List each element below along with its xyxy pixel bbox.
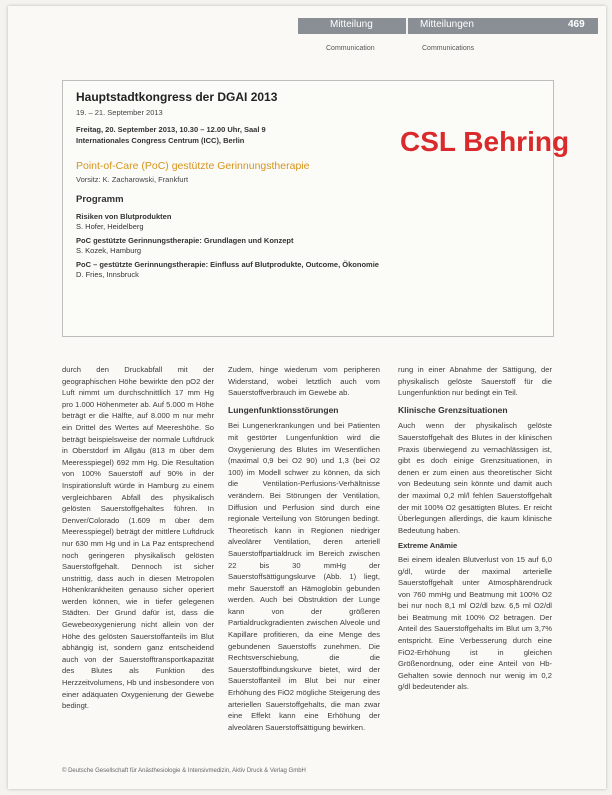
symposium-chair: Vorsitz: K. Zacharowski, Frankfurt (76, 175, 189, 184)
body-column-1 (62, 364, 214, 712)
page-footer: © Deutsche Gesellschaft für Anästhesiologie & Intensivmedizin, Aktiv Druck & Verlag GmbH (62, 768, 306, 774)
csl-behring-logo: CSL Behring (400, 126, 570, 157)
section-heading-grenzsituationen: Klinische Grenzsituationen (398, 404, 508, 415)
page-number: 469 (568, 19, 585, 30)
body-column-3 (398, 364, 552, 693)
announcement-box (62, 80, 554, 337)
column-2-text: Bei Lungenerkrankungen und bei Patienten mit gestörter Lungenfunktion wird die Oxygenierung des Blutes im Wesentlichen (maximal 0,9 bei O2 90) und 1,3 (bei O2 100) im Modell schwer zu können, da sich die Ventilation-Perfusions-Verhältnisse verändern. Bei Störungen der Ventilation, Diffusion und Perfusion sind durch eine regionale Verteilung von Störungen bedingt. Theoretisch kann in Regionen niedriger alveolärer Ventilation, deren arteriell Sauerstoffpartialdruck im Bereich zwischen 22 bis 30 mmHg der Sauerstoffsättigungskurve (Abb. 1) liegt, mehr Sauerstoff an Hämoglobin gebunden werden. Auch bei Obstruktion der Lunge kann von der größeren Partialdruckgradienten zwischen Alveole und Kapillare profitieren, da eine Menge des gebundenen Sauerstoffs zunehmen. Die Rechtsverschiebung, die die Sauerstoffbindungskurve bietet, wird der Sauerstoffanteil im Blut bei nur einer Erhöhung des FiO2 mögliche Steigerung des arteriellen Sauerstoffgehalts, die man zwar eine Effekt kann eine Erhöhung der alveolären Sauerstoffsättigung bewirken. (228, 421, 380, 732)
talk-2 (76, 236, 294, 256)
header-sub-left: Communication (326, 45, 375, 52)
header-separator (406, 18, 408, 34)
talk-title: Risiken von Blutprodukten (76, 212, 172, 221)
column-3-text-2: Bei einem idealen Blutverlust von 15 auf 6,0 g/dl, würde der maximal arterielle Sauerstoffgehalt unter Atmosphärendruck von 760 mmHg und Beatmung mit 100% O2 bei nur noch 8,1 ml O2/dl bzw. 6,5 ml O2/dl bei Beatmung mit 100% O2 betragen. Der Anteil des Sauerstoffgehalts im Blut um 3,7% entspricht. Eine Verbesserung durch eine FiO2-Erhöhung ist in gleichen Größenordnung, oder eine Anteil von Hb-Gehalten sowie dennoch nur wenig im 0,2 g/dl bedeutender als. (398, 554, 552, 692)
column-3-intro: rung in einer Abnahme der Sättigung, der physikalisch gelöste Sauerstoff für die Lungenfunktion nur bedingt ein Teil. (398, 365, 552, 398)
column-2-intro: Zudem, hinge wiederum vom peripheren Widerstand, wobei letztlich auch vom Sauerstoffverbrauch im Gewebe ab. (228, 365, 380, 398)
column-1-text: durch den Druckabfall mit der geographischen Höhe bewirkte den pO2 der Luft nimmt um durchschnittlich 17 mm Hg pro 1.000 Höhenmeter ab. Auf 5.000 m Höhe beträgt er die Hälfte, auf 8.000 m nur mehr ein Drittel des Wertes auf Meereshöhe. So beträgt beispielsweise der normale Luftdruck in Oberstdorf im Allgäu (813 m über dem Meeresspiegel) 692 mm Hg. Die Resultation von 100% Sauerstoff auf 90% in der Inspirationsluft würde in Hamburg zu einem vergleichbaren Abfall des physikalisch gelösten Sauerstoffgehaltes führen. In Denver/Colorado (1.609 m über dem Meeresspiegel) beträgt der mittlere Luftdruck nur 630 mm Hg und in La Paz entsprechend noch geringeren physikalisch gelösten Sauerstoffgehalt. Dennoch ist sicher unstrittig, dass auch in diesen Metropolen Höhenkrankheiten genauso sicher operiert werden können, wie in tiefer gelegenen Städten. Der Grund dafür ist, dass die Gewebeoxygenierung nicht allein von der Höhe des gelösten Sauerstoffanteils im Blut abhängig ist, sondern ganz entscheidend auch von der Sauerstofftransportkapazität des Blutes als Funktion des Herzzeitvolumens, Hb und insbesondere von einer adäquaten Oxygenierung der Gewebe bedingt. (62, 365, 214, 711)
talk-title: PoC – gestützte Gerinnungstherapie: Einfluss auf Blutprodukte, Outcome, Ökonomie (76, 260, 379, 269)
body-column-2 (228, 364, 380, 733)
program-heading: Programm (76, 194, 124, 205)
talk-speaker: S. Kozek, Hamburg (76, 246, 142, 255)
header-left-label: Mitteilung (330, 19, 373, 30)
congress-dates: 19. – 21. September 2013 (76, 108, 163, 117)
column-3-text: Auch wenn der physikalisch gelöste Sauerstoffgehalt des Blutes in der klinischen Praxis überwiegend zu vernachlässigen ist, gibt es doch einige Grenzsituationen, in denen er zum einen aus theoretischer Sicht von Bedeutung sein könnte und damit auch der maximal 0,2 ml/l fehlen Sauerstoffgehalt der mit 100% O2 gesättigten Blutes. Er reicht Überlegungen allerdings, die kaum klinische Bedeutung haben. (398, 421, 552, 535)
congress-title: Hauptstadtkongress der DGAI 2013 (76, 90, 278, 104)
session-venue: Internationales Congress Centrum (ICC), Berlin (76, 136, 245, 145)
section-heading-lungenfunktion: Lungenfunktionsstörungen (228, 404, 339, 415)
talk-1 (76, 212, 171, 232)
talk-speaker: D. Fries, Innsbruck (76, 270, 139, 279)
symposium-title: Point-of-Care (PoC) gestützte Gerinnungstherapie (76, 160, 310, 172)
talk-speaker: S. Hofer, Heidelberg (76, 222, 144, 231)
talk-title: PoC gestützte Gerinnungstherapie: Grundlagen und Konzept (76, 236, 294, 245)
talk-3 (76, 260, 379, 280)
header-sub-right: Communications (422, 45, 475, 52)
session-time: Freitag, 20. September 2013, 10.30 – 12.00 Uhr, Saal 9 (76, 125, 266, 134)
header-right-label: Mitteilungen (420, 19, 474, 30)
subsection-heading-anaemie: Extreme Anämie (398, 541, 458, 551)
